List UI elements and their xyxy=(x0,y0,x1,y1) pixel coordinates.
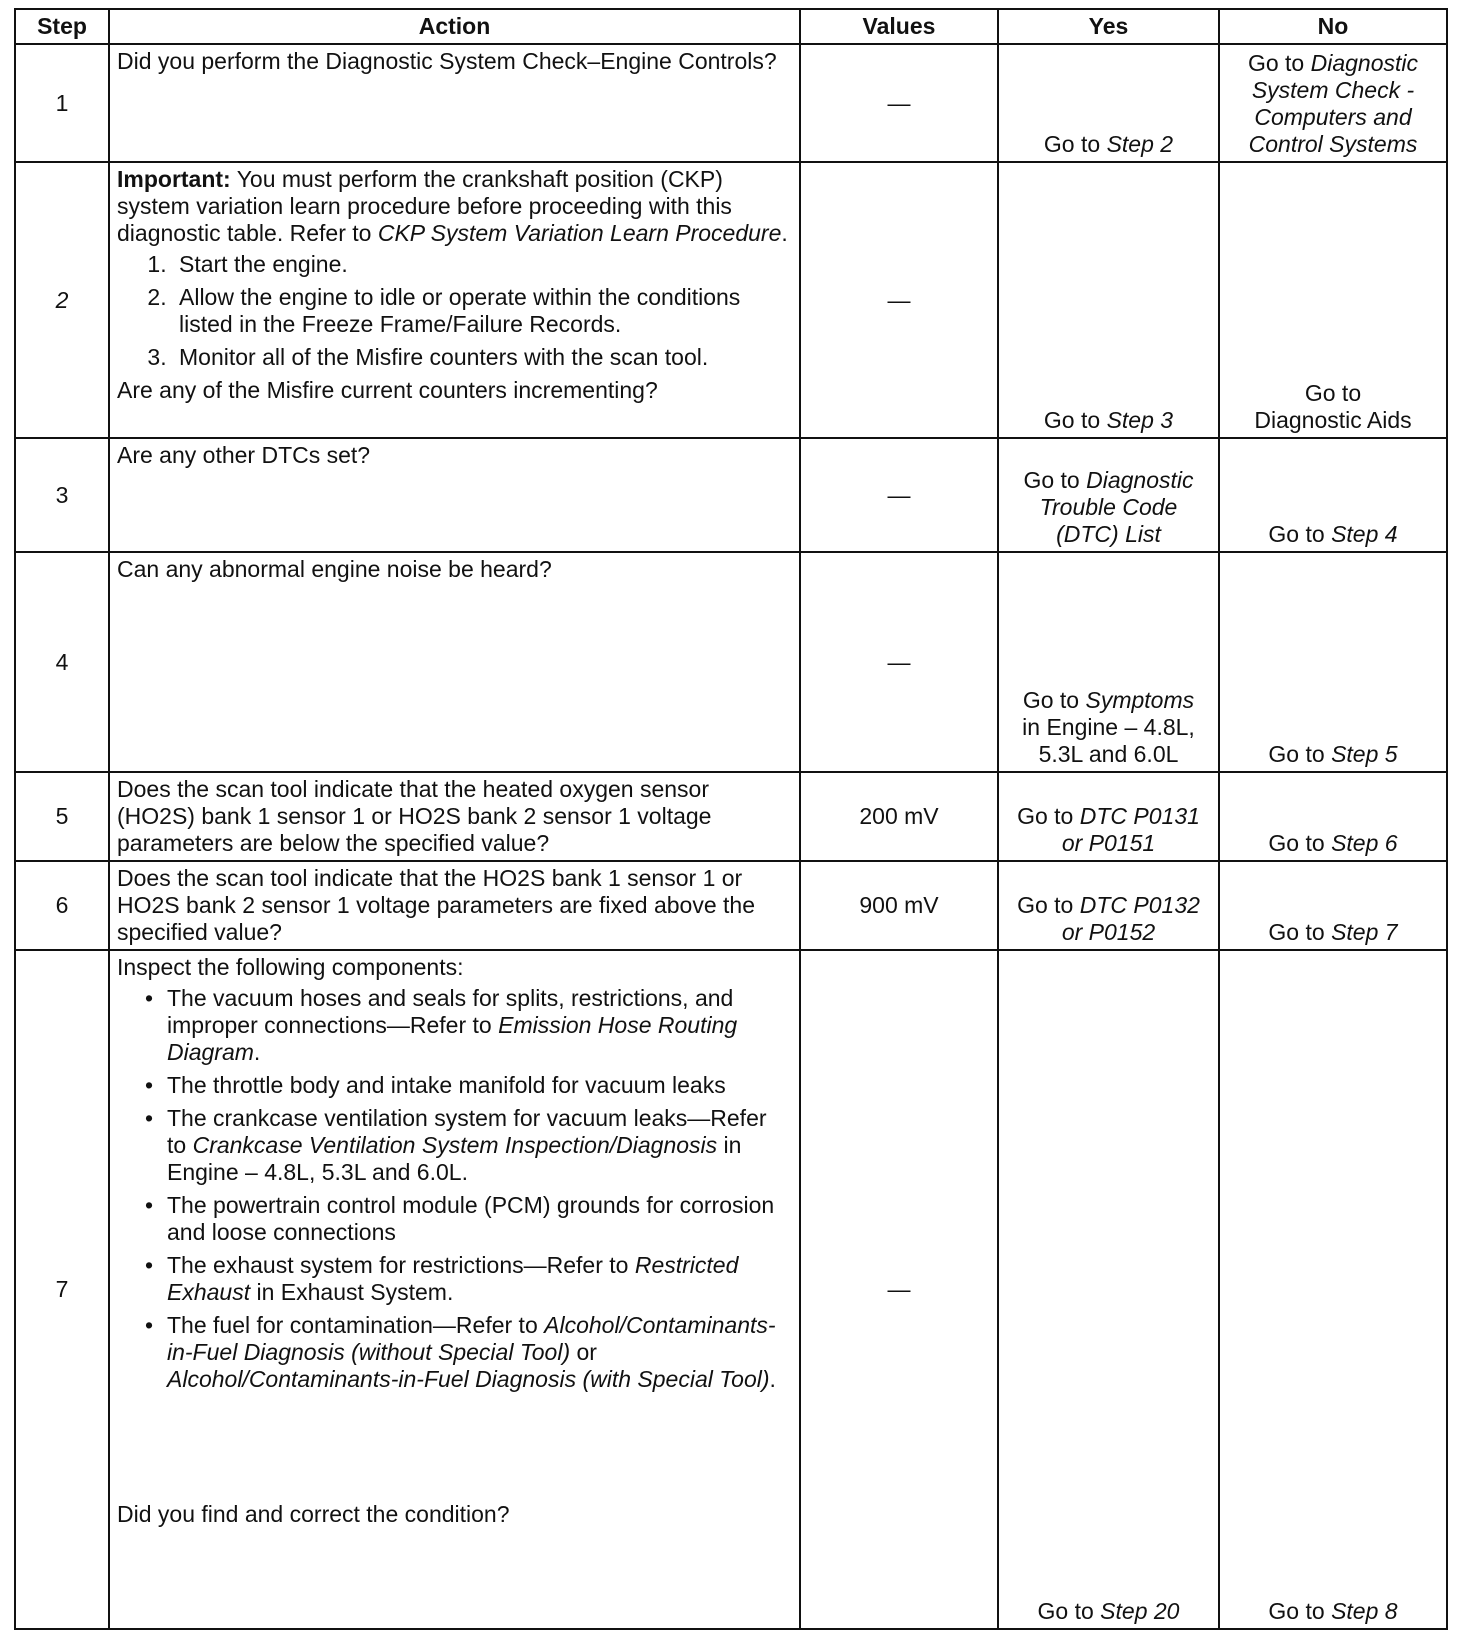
list-item xyxy=(145,1105,792,1186)
yes-link[interactable]: Diagnostic Trouble Code (DTC) List xyxy=(1039,467,1194,547)
step-number: 6 xyxy=(15,861,109,950)
no-cell xyxy=(1219,861,1447,950)
important-note xyxy=(117,166,792,247)
action-text: Did you perform the Diagnostic System Check–Engine Controls? xyxy=(117,48,777,74)
item-text: The exhaust system for restrictions—Refer to xyxy=(167,1252,635,1278)
no-prefix: Go to xyxy=(1304,380,1362,406)
header-action: Action xyxy=(109,9,800,44)
action-text: Does the scan tool indicate that the heated oxygen sensor (HO2S) bank 1 sensor 1 or HO2S bank 2 sensor 1 voltage parameters are below the specified value? xyxy=(117,776,712,856)
table-row xyxy=(15,772,1447,861)
item-text: The throttle body and intake manifold for vacuum leaks xyxy=(167,1072,726,1098)
header-no: No xyxy=(1219,9,1447,44)
yes-prefix: Go to xyxy=(1023,467,1087,493)
item-text: The fuel for contamination—Refer to xyxy=(167,1312,545,1338)
yes-prefix: Go to xyxy=(1022,687,1086,713)
value-cell: 200 mV xyxy=(800,772,998,861)
bullet: • xyxy=(145,1072,154,1098)
yes-link[interactable]: Step 3 xyxy=(1106,407,1174,433)
action-cell xyxy=(109,861,800,950)
diagnostic-table xyxy=(14,8,1448,1630)
no-link[interactable]: Step 8 xyxy=(1331,1598,1398,1624)
yes-prefix: Go to xyxy=(1043,407,1107,433)
action-text: Does the scan tool indicate that the HO2S bank 1 sensor 1 or HO2S bank 2 sensor 1 voltage parameters are fixed above the specified value? xyxy=(117,865,755,945)
step-number: 5 xyxy=(15,772,109,861)
list-item xyxy=(145,985,792,1066)
list-item xyxy=(145,1072,792,1099)
yes-suffix: in Engine – 4.8L, 5.3L and 6.0L xyxy=(1022,714,1195,767)
action-text: Can any abnormal engine noise be heard? xyxy=(117,556,552,582)
yes-link[interactable]: Symptoms xyxy=(1085,687,1195,713)
table-row xyxy=(15,950,1447,1629)
no-link[interactable]: Step 7 xyxy=(1331,919,1398,945)
table-row xyxy=(15,552,1447,772)
yes-cell xyxy=(998,44,1219,162)
action-cell xyxy=(109,162,800,438)
list-item: 1. Start the engine. xyxy=(173,251,792,278)
component-list xyxy=(117,985,792,1393)
action-intro: Inspect the following components: xyxy=(117,954,464,980)
restricted-exhaust-link[interactable]: Restricted Exhaust xyxy=(167,1252,739,1305)
action-cell xyxy=(109,950,800,1629)
no-prefix: Go to xyxy=(1268,521,1332,547)
step-number: 4 xyxy=(15,552,109,772)
fuel-diagnosis-link[interactable]: Alcohol/Contaminants-in-Fuel Diagnosis (without Special Tool) xyxy=(167,1312,776,1365)
step-number: 2 xyxy=(15,162,109,438)
crankcase-ventilation-link[interactable]: Crankcase Ventilation System Inspection/Diagnosis xyxy=(192,1132,718,1158)
list-item xyxy=(145,1252,792,1306)
bullet: • xyxy=(145,1312,154,1338)
procedure-steps xyxy=(117,251,792,371)
table-row xyxy=(15,438,1447,552)
action-text: Are any other DTCs set? xyxy=(117,442,371,468)
no-cell xyxy=(1219,772,1447,861)
bullet: • xyxy=(145,1252,154,1278)
item-end: . xyxy=(253,1039,261,1065)
yes-cell xyxy=(998,162,1219,438)
item-text: The vacuum hoses and seals for splits, restrictions, and improper connections—Refer to xyxy=(167,985,734,1038)
step-number: 7 xyxy=(15,950,109,1629)
yes-link[interactable]: DTC P0132 or P0152 xyxy=(1061,892,1200,945)
list-item xyxy=(145,1312,792,1393)
yes-cell xyxy=(998,552,1219,772)
yes-prefix: Go to xyxy=(1017,803,1080,829)
no-prefix: Go to xyxy=(1268,741,1332,767)
value-cell: — xyxy=(800,950,998,1629)
no-prefix: Go to xyxy=(1268,1598,1332,1624)
no-cell xyxy=(1219,438,1447,552)
no-cell xyxy=(1219,44,1447,162)
step-number: 1 xyxy=(15,44,109,162)
header-row xyxy=(15,9,1447,44)
value-cell: — xyxy=(800,44,998,162)
list-item: 3. Monitor all of the Misfire counters with the scan tool. xyxy=(173,344,792,371)
action-question: Are any of the Misfire current counters incrementing? xyxy=(117,377,658,403)
header-values: Values xyxy=(800,9,998,44)
value-cell: 900 mV xyxy=(800,861,998,950)
no-link[interactable]: Step 5 xyxy=(1331,741,1398,767)
table-row xyxy=(15,162,1447,438)
no-cell xyxy=(1219,552,1447,772)
header-yes: Yes xyxy=(998,9,1219,44)
action-cell xyxy=(109,552,800,772)
item-text: The crankcase ventilation system for vacuum leaks—Refer to xyxy=(167,1105,767,1158)
value-cell: — xyxy=(800,552,998,772)
spacer xyxy=(117,1399,792,1501)
item-end: in Exhaust System. xyxy=(250,1279,454,1305)
item-end: in Engine – 4.8L, 5.3L and 6.0L. xyxy=(167,1132,742,1185)
item-end: . xyxy=(769,1366,776,1392)
yes-cell xyxy=(998,438,1219,552)
yes-cell xyxy=(998,861,1219,950)
action-cell xyxy=(109,438,800,552)
emission-hose-link[interactable]: Emission Hose Routing Diagram xyxy=(167,1012,738,1065)
action-question: Did you find and correct the condition? xyxy=(117,1501,510,1527)
no-prefix: Go to xyxy=(1268,830,1332,856)
no-link[interactable]: Step 6 xyxy=(1331,830,1398,856)
list-item xyxy=(145,1192,792,1246)
bullet: • xyxy=(145,1105,154,1131)
table-row xyxy=(15,44,1447,162)
important-end: . xyxy=(781,220,788,246)
bullet: • xyxy=(145,985,154,1011)
table-row xyxy=(15,861,1447,950)
bullet: • xyxy=(145,1192,154,1218)
important-text: You must perform the crankshaft position (CKP) system variation learn procedure before proceeding with this diagnostic table. Refer to xyxy=(117,166,732,246)
no-link[interactable]: Diagnostic System Check - Computers and Control Systems xyxy=(1248,50,1419,157)
header-step: Step xyxy=(15,9,109,44)
no-cell xyxy=(1219,162,1447,438)
item-or: or xyxy=(570,1339,597,1365)
no-link[interactable]: Step 4 xyxy=(1331,521,1398,547)
yes-prefix: Go to xyxy=(1043,131,1107,157)
fuel-diagnosis-special-tool-link[interactable]: Alcohol/Contaminants-in-Fuel Diagnosis (with Special Tool) xyxy=(167,1366,770,1392)
important-label: Important: xyxy=(117,166,231,192)
no-link[interactable]: Diagnostic Aids xyxy=(1254,407,1412,433)
yes-cell xyxy=(998,772,1219,861)
no-cell xyxy=(1219,950,1447,1629)
yes-link[interactable]: DTC P0131 or P0151 xyxy=(1061,803,1200,856)
yes-link[interactable]: Step 20 xyxy=(1100,1598,1180,1624)
no-prefix: Go to xyxy=(1268,919,1332,945)
action-cell xyxy=(109,44,800,162)
item-text: The powertrain control module (PCM) grounds for corrosion and loose connections xyxy=(167,1192,775,1245)
no-prefix: Go to xyxy=(1247,50,1311,76)
action-cell xyxy=(109,772,800,861)
yes-link[interactable]: Step 2 xyxy=(1106,131,1174,157)
yes-cell xyxy=(998,950,1219,1629)
step-number: 3 xyxy=(15,438,109,552)
procedure-link[interactable]: CKP System Variation Learn Procedure xyxy=(377,220,782,246)
value-cell: — xyxy=(800,162,998,438)
value-cell: — xyxy=(800,438,998,552)
yes-prefix: Go to xyxy=(1017,892,1080,918)
yes-prefix: Go to xyxy=(1037,1598,1101,1624)
list-item: 2. Allow the engine to idle or operate within the conditions listed in the Freeze Frame/Failure Records. xyxy=(173,284,792,338)
